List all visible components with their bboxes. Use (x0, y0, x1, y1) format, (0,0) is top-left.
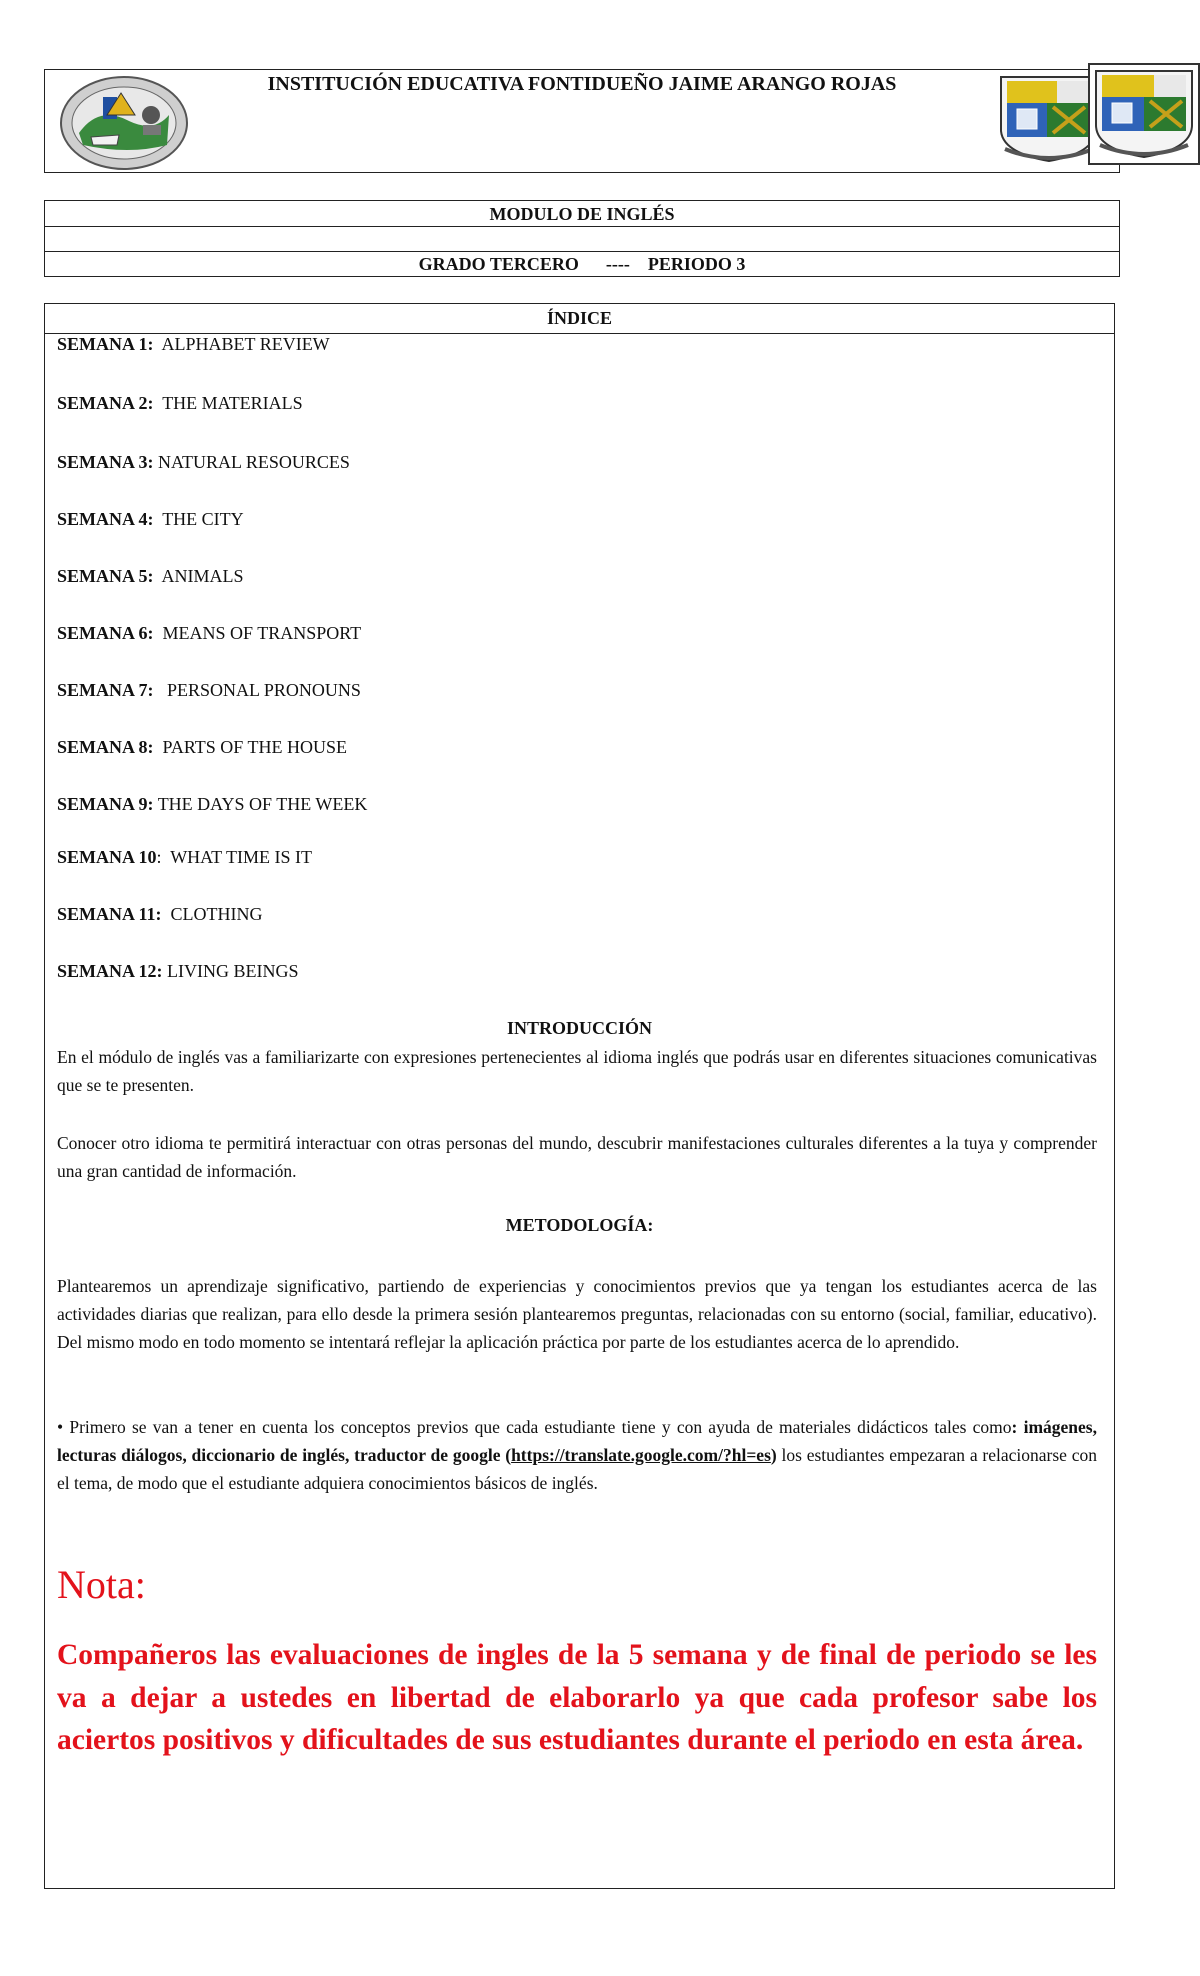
municipal-crest-icon (1088, 63, 1200, 165)
empty-row (45, 227, 1119, 252)
week-item: SEMANA 3: NATURAL RESOURCES (57, 452, 350, 472)
week-item: SEMANA 5: ANIMALS (57, 566, 244, 586)
week-item: SEMANA 9: THE DAYS OF THE WEEK (57, 794, 368, 814)
note-label: Nota: (57, 1562, 146, 1607)
note-text: Compañeros las evaluaciones de ingles de la 5 semana y de final de periodo se les va a dejar a ustedes en libertad de elaborarlo ya que cada profesor sabe los aciertos positivos y dificultades de sus estudiantes durante el periodo en esta área. (57, 1639, 1097, 1756)
methodology-bullet-paragraph: • Primero se van a tener en cuenta los conceptos previos que cada estudiante tiene y con ayuda de materiales didácticos tales como: imágenes, lecturas diálogos, diccionario de inglés, traductor de google (https://translate.google.com/?hl=es) los estudiantes empezaran a relacionarse con el tema, de modo que el estudiante adquiera conocimientos básicos de inglés. (57, 1417, 1097, 1493)
main-content-box (44, 303, 1115, 1889)
grade-period-row (45, 252, 1119, 276)
week-item: SEMANA 8: PARTS OF THE HOUSE (57, 737, 347, 757)
introduction-paragraph: Conocer otro idioma te permitirá interactuar con otras personas del mundo, descubrir manifestaciones culturales diferentes a la tuya y comprender una gran cantidad de información. (57, 1133, 1097, 1181)
methodology-paragraph: Plantearemos un aprendizaje significativo, partiendo de experiencias y conocimientos previos que ya tengan los estudiantes acerca de las actividades diarias que realizan, para ello desde la primera sesión plantearemos preguntas, relacionadas con su entorno (social, familiar, educativo). Del mismo modo en todo momento se intentará reflejar la aplicación práctica por parte de los estudiantes acerca de lo aprendido. (57, 1276, 1097, 1352)
week-item: SEMANA 7: PERSONAL PRONOUNS (57, 680, 361, 700)
introduction-paragraph: En el módulo de inglés vas a familiarizarte con expresiones pertenecientes al idioma inglés que podrás usar en diferentes situaciones comunicativas que se te presenten. (57, 1047, 1097, 1095)
institution-title: INSTITUCIÓN EDUCATIVA FONTIDUEÑO JAIME ARANGO ROJAS (267, 73, 897, 95)
institution-header (44, 69, 1120, 173)
methodology-heading: METODOLOGÍA: (505, 1215, 654, 1235)
module-title: MODULO DE INGLÉS (489, 204, 675, 224)
school-emblem-icon (59, 75, 189, 171)
index-heading: ÍNDICE (45, 304, 1114, 334)
week-item: SEMANA 2: THE MATERIALS (57, 393, 303, 413)
week-item: SEMANA 4: THE CITY (57, 509, 244, 529)
municipal-crest-icon (995, 69, 1103, 167)
week-item: SEMANA 10: WHAT TIME IS IT (57, 847, 313, 867)
module-title-row (45, 201, 1119, 227)
grade-period: GRADO TERCERO ---- PERIODO 3 (418, 254, 746, 274)
week-item: SEMANA 1: ALPHABET REVIEW (57, 334, 330, 354)
translate-link[interactable]: https://translate.google.com/?hl=es (511, 1445, 771, 1465)
week-item: SEMANA 6: MEANS OF TRANSPORT (57, 623, 362, 643)
introduction-heading: INTRODUCCIÓN (506, 1018, 652, 1038)
week-item: SEMANA 12: LIVING BEINGS (57, 961, 299, 981)
week-item: SEMANA 11: CLOTHING (57, 904, 263, 924)
module-title-table (44, 200, 1120, 277)
